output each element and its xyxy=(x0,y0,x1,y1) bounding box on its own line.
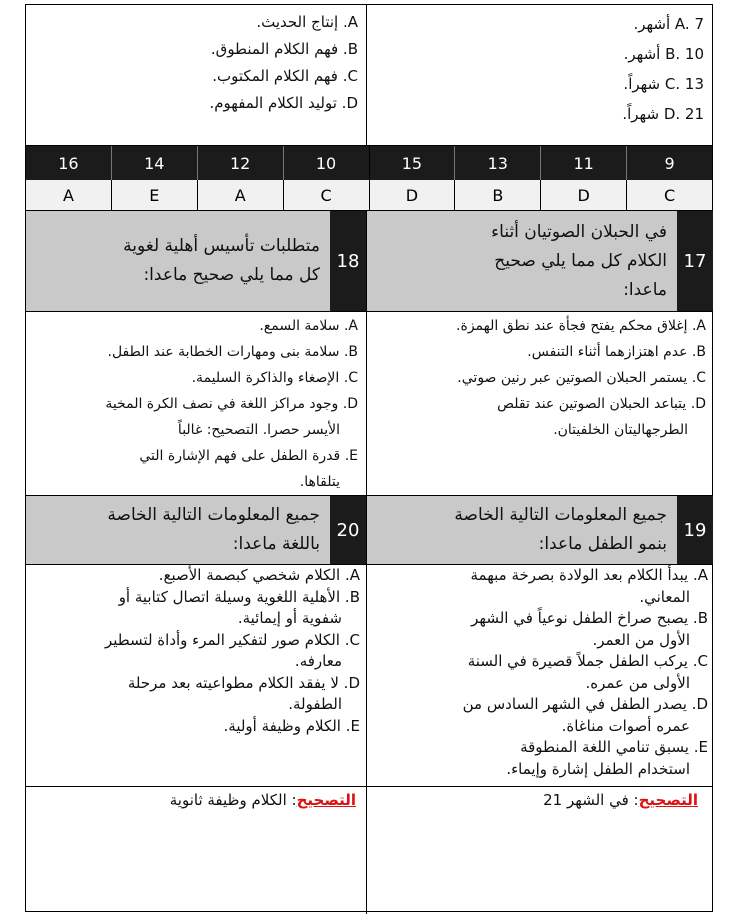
key-number: 10 xyxy=(283,146,369,180)
option-continuation: عمره أصوات مناغاة. xyxy=(561,716,690,735)
option: D. يتباعد الحبلان الصوتين عند تقلص xyxy=(497,396,706,412)
top-right-options xyxy=(374,9,704,129)
key-answer: C xyxy=(283,180,369,210)
option: B. عدم اهتزازهما أثناء التنفس. xyxy=(527,344,706,360)
correction-text: : الكلام وظيفة ثانوية xyxy=(169,791,297,809)
question-18-options xyxy=(34,313,358,495)
key-answer: A xyxy=(197,180,283,210)
option-continuation: الطفولة. xyxy=(288,695,342,713)
question-number: 20 xyxy=(330,496,366,564)
option: D. لا يفقد الكلام مطواعيته بعد مرحلة xyxy=(127,673,360,692)
answer-key-values xyxy=(26,180,712,211)
option: C. الإصغاء والذاكرة السليمة. xyxy=(191,370,358,386)
question-18-header xyxy=(26,211,366,312)
question-line: متطلبات تأسيس أهلية لغوية xyxy=(123,236,320,256)
key-answer: D xyxy=(369,180,455,210)
top-left-options xyxy=(34,9,358,117)
question-19-text xyxy=(367,496,677,564)
option: D. 21 شهراً. xyxy=(622,105,704,123)
option: E. يسبق تنامي اللغة المنطوقة xyxy=(520,738,708,756)
question-17-options xyxy=(374,313,706,443)
question-number: 19 xyxy=(677,496,713,564)
option: A. يبدأ الكلام بعد الولادة بصرخة مبهمة xyxy=(470,566,708,584)
option: A. 7 أشهر. xyxy=(633,15,704,33)
question-line: بنمو الطفل ماعدا: xyxy=(538,534,667,554)
question-20-text xyxy=(26,496,330,564)
option: C. يركب الطفل جملاً قصيرة في السنة xyxy=(467,652,708,670)
key-number: 16 xyxy=(58,153,79,173)
question-line: الكلام كل مما يلي صحيح xyxy=(494,250,667,271)
divider xyxy=(26,786,712,787)
option: A. إغلاق محكم يفتح فجأة عند نطق الهمزة. xyxy=(456,318,706,334)
question-line: باللغة ماعدا: xyxy=(232,534,320,554)
question-19-header xyxy=(367,496,713,565)
option-continuation: معارفه. xyxy=(294,652,342,670)
option-continuation: شفوية أو إيمائية. xyxy=(237,609,342,627)
key-answer: C xyxy=(626,180,712,210)
option-continuation: الأولى من عمره. xyxy=(585,673,690,692)
key-answer: E xyxy=(111,180,197,210)
question-number: 17 xyxy=(677,211,713,311)
option: B. سلامة بنى ومهارات الخطابة عند الطفل. xyxy=(107,344,358,360)
key-number: 15 xyxy=(369,146,455,180)
key-number: 9 xyxy=(626,146,712,180)
option-continuation: الأول من العمر. xyxy=(592,630,690,649)
option-continuation: الأيسر حصرا. التصحيح: غالباً xyxy=(177,422,340,438)
correction-text: : في الشهر 21 xyxy=(543,791,639,809)
question-20-options xyxy=(32,565,360,737)
option: C. فهم الكلام المكتوب. xyxy=(212,67,358,85)
correction-label: التصحيح xyxy=(638,791,698,809)
option: B. يصبح صراخ الطفل نوعياً في الشهر xyxy=(471,609,708,627)
key-number: 12 xyxy=(197,146,283,180)
question-line: كل مما يلي صحيح ماعدا: xyxy=(143,265,320,285)
question-19-options xyxy=(374,565,708,780)
key-answer: B xyxy=(454,180,540,210)
option: A. الكلام شخصي كبصمة الأصبع. xyxy=(158,566,360,584)
question-17-text xyxy=(367,211,677,311)
key-number: 11 xyxy=(540,146,626,180)
question-20-correction xyxy=(36,791,356,809)
option: D. وجود مراكز اللغة في نصف الكرة المخية xyxy=(105,396,358,412)
option-continuation: يتلقاها. xyxy=(299,474,340,490)
key-answer: D xyxy=(540,180,626,210)
option: A. سلامة السمع. xyxy=(259,318,358,334)
question-line: جميع المعلومات التالية الخاصة xyxy=(107,505,320,525)
option: D. توليد الكلام المفهوم. xyxy=(209,94,358,112)
option: C. الكلام صور لتفكير المرء وأداة لتسطير xyxy=(104,630,360,649)
option-continuation: استخدام الطفل إشارة وإيماء. xyxy=(506,759,690,778)
option: B. فهم الكلام المنطوق. xyxy=(210,40,358,58)
key-number: 13 xyxy=(454,146,540,180)
option: E. قدرة الطفل على فهم الإشارة التي xyxy=(139,448,358,464)
key-answer: A xyxy=(62,185,74,205)
option-continuation: المعاني. xyxy=(639,587,690,606)
option: E. الكلام وظيفة أولية. xyxy=(223,716,360,735)
question-line: في الحبلان الصوتيان أثناء xyxy=(491,221,667,242)
question-18-text xyxy=(26,211,330,311)
question-20-header xyxy=(26,496,366,565)
key-number: 14 xyxy=(111,146,197,180)
option: C. يستمر الحبلان الصوتين عبر رنين صوتي. xyxy=(457,370,706,386)
question-number: 18 xyxy=(330,211,366,311)
option-continuation: الطرجهاليتان الخلفيتان. xyxy=(553,422,688,438)
option: A. إنتاج الحديث. xyxy=(256,13,358,31)
correction-label: التصحيح xyxy=(296,791,356,809)
question-line: ماعدا: xyxy=(623,279,667,300)
column-divider xyxy=(366,5,367,914)
question-line: جميع المعلومات التالية الخاصة xyxy=(454,505,667,525)
exam-sheet xyxy=(25,4,713,912)
question-17-header xyxy=(367,211,713,312)
option: B. 10 أشهر. xyxy=(623,45,704,63)
question-19-correction xyxy=(378,791,698,809)
option: B. الأهلية اللغوية وسيلة اتصال كتابية أو xyxy=(118,587,360,606)
option: C. 13 شهراً. xyxy=(623,75,704,93)
option: D. يصدر الطفل في الشهر السادس من xyxy=(462,695,708,713)
answer-key-header xyxy=(26,146,712,180)
